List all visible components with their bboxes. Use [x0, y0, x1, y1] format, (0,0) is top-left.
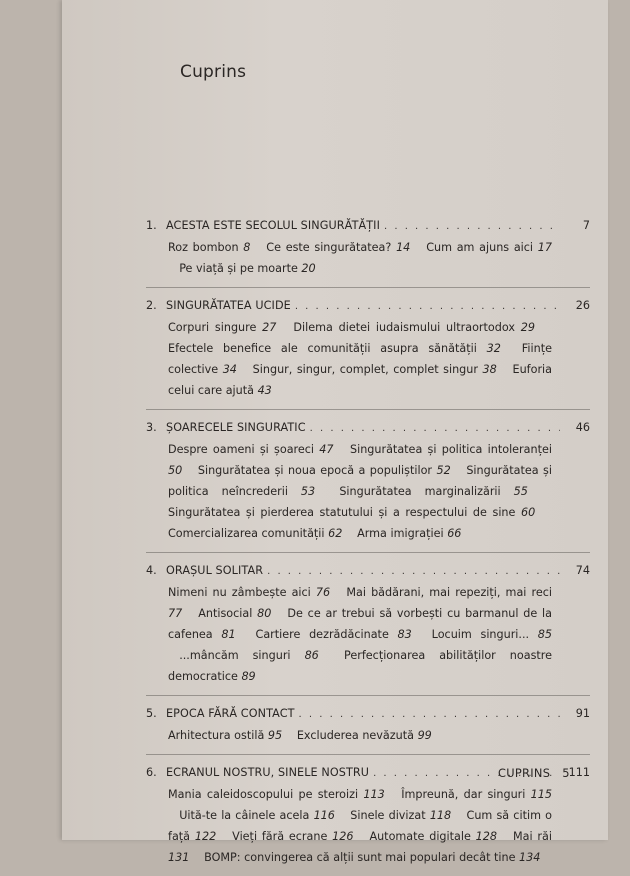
section-entry	[369, 830, 497, 843]
section-page-number: 89	[241, 670, 256, 683]
dot-leader	[299, 705, 560, 725]
section-title: Ce este singurătatea?	[266, 241, 392, 254]
section-page-number: 20	[301, 262, 316, 275]
section-title: Uită-te la câinele acela	[179, 809, 310, 822]
section-page-number: 85	[537, 628, 553, 641]
section-page-number: 116	[313, 809, 335, 822]
section-entry	[198, 607, 271, 620]
section-title: Cartiere dezrădăcinate	[255, 628, 389, 641]
chapter-number: 3.	[146, 421, 157, 434]
section-entry	[426, 241, 552, 254]
section-entry	[168, 506, 535, 519]
section-page-number: 113	[363, 788, 385, 801]
toc-chapter	[146, 409, 590, 544]
section-list	[168, 317, 552, 401]
section-entry	[168, 788, 385, 801]
chapter-title: SINGURĂTATEA UCIDE	[166, 299, 291, 312]
section-page-number: 52	[436, 464, 451, 477]
chapter-number: 1.	[146, 219, 157, 232]
section-entry	[401, 788, 552, 801]
section-title: Corpuri singure	[168, 321, 257, 334]
section-title: Antisocial	[198, 607, 253, 620]
section-entry	[168, 527, 342, 540]
section-entry	[339, 485, 528, 498]
section-entry	[350, 809, 451, 822]
section-title: Pe viață și pe moarte	[179, 262, 298, 275]
section-title: Comercializarea comunității	[168, 527, 325, 540]
section-page-number: 50	[168, 464, 183, 477]
section-title: Vieți fără ecrane	[232, 830, 328, 843]
section-title: Perfecționarea abilităților noastre democratice	[168, 649, 553, 683]
section-title: Cum am ajuns aici	[426, 241, 534, 254]
chapter-title: ȘOARECELE SINGURATIC	[166, 421, 306, 434]
chapter-page-number: 46	[575, 421, 590, 434]
section-page-number: 95	[267, 729, 283, 742]
section-page-number: 134	[519, 851, 541, 864]
chapter-page-number: 111	[568, 766, 590, 779]
dot-leader	[310, 419, 560, 439]
section-entry	[179, 809, 335, 822]
section-title: Automate digitale	[369, 830, 471, 843]
footer-page-number: 5	[562, 766, 570, 780]
section-title: Locuim singuri...	[431, 628, 530, 641]
section-list	[168, 582, 552, 687]
chapter-title: EPOCA FĂRĂ CONTACT	[166, 707, 295, 720]
section-page-number: 131	[168, 851, 190, 864]
section-title: Singurătatea și politica intoleranței	[349, 443, 552, 456]
chapter-heading	[146, 561, 590, 582]
section-title: Nimeni nu zâmbește aici	[168, 586, 311, 599]
toc-chapter	[146, 287, 590, 401]
dot-leader	[384, 217, 560, 237]
section-page-number: 47	[319, 443, 334, 456]
section-entry	[253, 363, 497, 376]
section-entry	[168, 241, 250, 254]
section-title: Cum să citim o față	[168, 809, 552, 843]
chapter-heading	[146, 296, 590, 317]
section-entry	[297, 729, 432, 742]
section-title: ...mâncăm singuri	[179, 649, 291, 662]
section-page-number: 86	[304, 649, 319, 662]
section-page-number: 60	[520, 506, 536, 519]
section-entry	[432, 628, 552, 641]
section-page-number: 80	[257, 607, 272, 620]
section-entry	[179, 649, 319, 662]
chapter-heading	[146, 704, 590, 725]
section-title: Mai bădărani, mai repeziți, mai reci	[346, 586, 552, 599]
section-title: Singur, singur, complet, complet singur	[252, 363, 478, 376]
section-entry	[232, 830, 353, 843]
section-page-number: 53	[300, 485, 316, 498]
section-entry	[204, 851, 540, 864]
section-page-number: 62	[328, 527, 343, 540]
section-page-number: 55	[513, 485, 528, 498]
section-title: Efectele benefice ale comunității asupra sănătății	[168, 342, 477, 355]
section-page-number: 76	[315, 586, 331, 599]
section-page-number: 81	[221, 628, 236, 641]
section-page-number: 66	[447, 527, 462, 540]
chapter-number: 6.	[146, 766, 157, 779]
section-list	[168, 439, 552, 544]
section-entry	[357, 527, 461, 540]
section-title: Despre oameni și șoareci	[168, 443, 315, 456]
page-footer	[498, 766, 570, 780]
section-title: Împreună, dar singuri	[401, 788, 526, 801]
section-list	[168, 237, 552, 279]
section-page-number: 115	[530, 788, 553, 801]
section-title: Mania caleidoscopului pe steroizi	[168, 788, 359, 801]
section-list	[168, 784, 552, 868]
section-page-number: 126	[332, 830, 354, 843]
section-entry	[168, 729, 282, 742]
section-entry	[179, 262, 315, 275]
section-page-number: 17	[537, 241, 552, 254]
chapter-heading	[146, 418, 590, 439]
section-page-number: 128	[475, 830, 498, 843]
section-title: Sinele divizat	[350, 809, 426, 822]
section-page-number: 118	[429, 809, 452, 822]
section-entry	[168, 443, 334, 456]
section-entry	[198, 464, 451, 477]
section-title: De ce ar trebui să vorbești cu barmanul de la cafenea	[168, 607, 553, 641]
dot-leader	[295, 297, 560, 317]
section-page-number: 43	[257, 384, 272, 397]
section-title: Mai răi	[512, 830, 552, 843]
section-title: Euforia celui care ajută	[168, 363, 553, 397]
section-title: Dilema dietei iudaismului ultraortodox	[293, 321, 515, 334]
section-title: Ființe colective	[168, 342, 552, 376]
section-page-number: 29	[520, 321, 536, 334]
toc-chapter	[146, 216, 590, 279]
chapter-title: ECRANUL NOSTRU, SINELE NOSTRU	[166, 766, 370, 779]
section-title: Singurătatea și noua epocă a populiștilor	[197, 464, 433, 477]
section-page-number: 38	[482, 363, 497, 376]
chapter-heading	[146, 216, 590, 237]
chapter-page-number: 26	[575, 299, 590, 312]
section-list	[168, 725, 552, 746]
chapter-title: ACESTA ESTE SECOLUL SINGURĂTĂȚII	[166, 219, 380, 232]
section-title: Arhitectura ostilă	[168, 729, 265, 742]
section-title: Roz bombon	[168, 241, 239, 254]
section-page-number: 99	[417, 729, 432, 742]
section-title: Singurătatea și politica neîncrederii	[168, 464, 552, 498]
section-title: Singurătatea și pierderea statutului și a respectului de sine	[168, 506, 516, 519]
section-entry	[293, 321, 535, 334]
toc-chapter	[146, 695, 590, 746]
dot-leader	[267, 562, 560, 582]
page-title: Cuprins	[180, 62, 247, 82]
section-title: Arma imigrației	[357, 527, 444, 540]
chapter-page-number: 7	[582, 219, 590, 232]
section-entry	[256, 628, 412, 641]
section-title: Singurătatea marginalizării	[339, 485, 501, 498]
chapter-number: 4.	[146, 564, 157, 577]
section-page-number: 77	[168, 607, 183, 620]
section-entry	[168, 321, 276, 334]
chapter-number: 5.	[146, 707, 157, 720]
section-page-number: 34	[222, 363, 237, 376]
chapter-page-number: 74	[575, 564, 590, 577]
footer-label: CUPRINS	[498, 766, 551, 780]
chapter-page-number: 91	[575, 707, 590, 720]
section-page-number: 122	[194, 830, 217, 843]
chapter-title: ORAȘUL SOLITAR	[166, 564, 264, 577]
section-entry	[168, 586, 330, 599]
section-entry	[168, 342, 501, 355]
section-page-number: 27	[262, 321, 277, 334]
section-title: BOMP: convingerea că alții sunt mai populari decât tine	[204, 851, 516, 864]
section-page-number: 83	[397, 628, 412, 641]
section-title: Excluderea nevăzută	[296, 729, 414, 742]
book-page	[62, 0, 608, 864]
section-entry	[266, 241, 410, 254]
toc-chapter	[146, 552, 590, 687]
section-page-number: 8	[243, 241, 251, 254]
chapter-number: 2.	[146, 299, 157, 312]
section-page-number: 14	[396, 241, 411, 254]
section-page-number: 32	[486, 342, 501, 355]
